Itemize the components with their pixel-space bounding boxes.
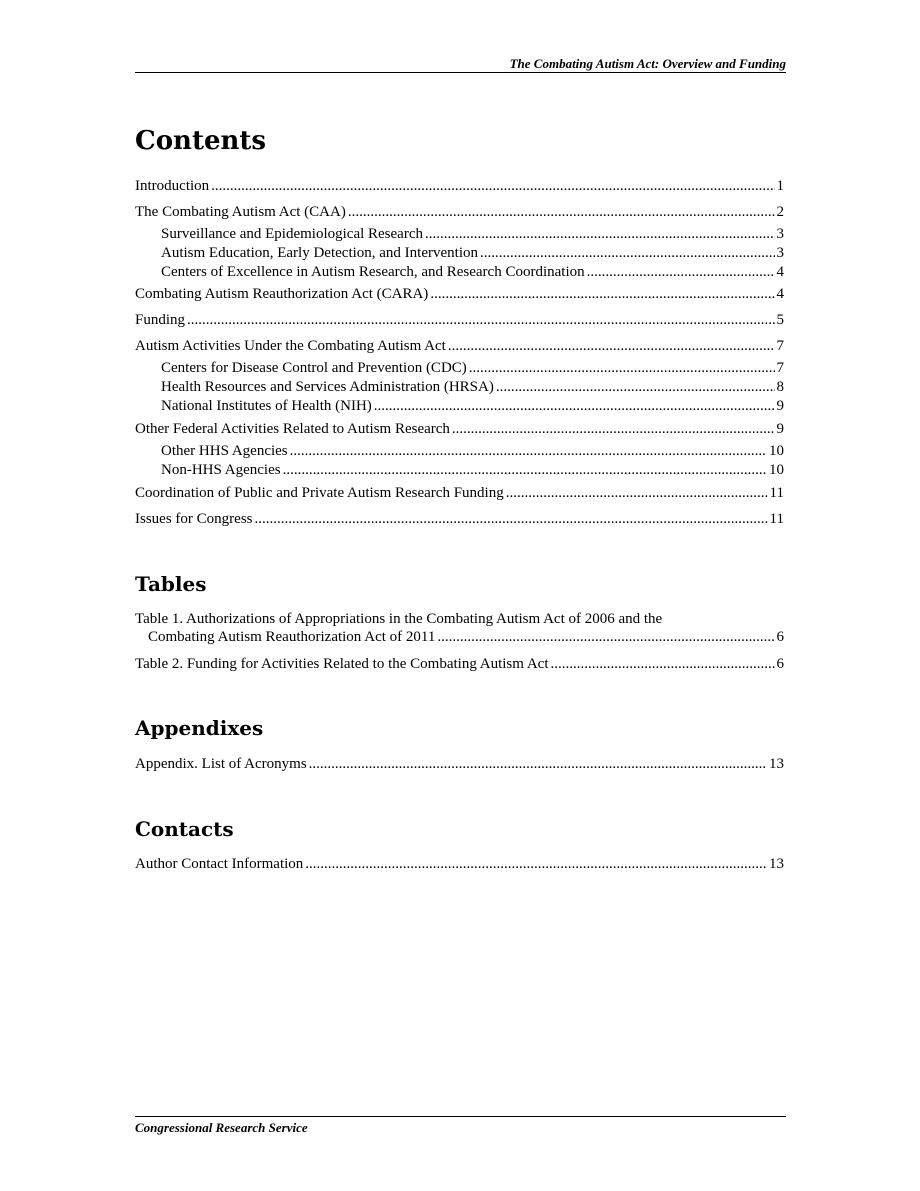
dot-leader xyxy=(496,378,775,396)
toc-entry-label: Introduction xyxy=(135,178,210,194)
toc-entry-page: 10 xyxy=(769,462,784,478)
toc-entry-education[interactable] xyxy=(161,244,784,262)
contacts-heading: Contacts xyxy=(135,817,234,841)
toc-entry-appendix[interactable] xyxy=(135,755,784,773)
dot-leader xyxy=(452,420,775,438)
toc-entry-caa[interactable] xyxy=(135,203,784,221)
toc-entry-label: Autism Activities Under the Combating Autism Act xyxy=(135,338,446,354)
dot-leader xyxy=(425,225,775,243)
toc-entry-page: 9 xyxy=(776,421,784,437)
toc-entry-page: 8 xyxy=(776,379,784,395)
dot-leader xyxy=(305,855,767,873)
toc-entry-label: Autism Education, Early Detection, and Intervention xyxy=(161,245,478,261)
toc-entry-page: 7 xyxy=(776,338,784,354)
toc-entry-page: 9 xyxy=(776,398,784,414)
toc-entry-label: Non-HHS Agencies xyxy=(161,462,281,478)
toc-entry-label: Author Contact Information xyxy=(135,856,304,872)
toc-entry-label: Other Federal Activities Related to Autism Research xyxy=(135,421,450,437)
toc-entry-label: Surveillance and Epidemiological Research xyxy=(161,226,423,242)
toc-entry-coordination[interactable] xyxy=(135,484,784,502)
toc-entry-label: The Combating Autism Act (CAA) xyxy=(135,204,346,220)
dot-leader xyxy=(437,628,774,646)
toc-entry-page: 4 xyxy=(776,286,784,302)
contents-heading: Contents xyxy=(135,126,267,156)
toc-entry-page: 6 xyxy=(776,629,784,645)
toc-entry-other-federal[interactable] xyxy=(135,420,784,438)
toc-entry-funding[interactable] xyxy=(135,311,784,329)
dot-leader xyxy=(551,655,775,673)
dot-leader xyxy=(283,461,767,479)
dot-leader xyxy=(309,755,767,773)
toc-entry-hrsa[interactable] xyxy=(161,378,784,396)
toc-entry-label-line1: Table 1. Authorizations of Appropriations in the Combating Autism Act of 2006 and the xyxy=(135,611,663,627)
toc-entry-non-hhs[interactable] xyxy=(161,461,784,479)
toc-entry-label-line2: Combating Autism Reauthorization Act of 2011 xyxy=(148,629,436,645)
dot-leader xyxy=(448,337,775,355)
dot-leader xyxy=(374,397,775,415)
toc-entry-other-hhs[interactable] xyxy=(161,442,784,460)
toc-entry-page: 3 xyxy=(776,226,784,242)
dot-leader xyxy=(587,263,775,281)
toc-entry-table-1[interactable] xyxy=(135,610,784,646)
tables-heading: Tables xyxy=(135,572,207,596)
toc-entry-centers-of-excellence[interactable] xyxy=(161,263,784,281)
toc-entry-surveillance[interactable] xyxy=(161,225,784,243)
dot-leader xyxy=(211,177,774,195)
toc-entry-label: Combating Autism Reauthorization Act (CARA) xyxy=(135,286,429,302)
appendixes-heading: Appendixes xyxy=(135,716,264,740)
header-rule xyxy=(135,72,786,73)
footer-rule xyxy=(135,1116,786,1117)
toc-entry-label: Funding xyxy=(135,312,186,328)
toc-entry-page: 11 xyxy=(769,485,784,501)
toc-entry-page: 6 xyxy=(776,656,784,672)
toc-entry-table-2[interactable] xyxy=(135,655,784,673)
dot-leader xyxy=(290,442,767,460)
dot-leader xyxy=(430,285,774,303)
dot-leader xyxy=(187,311,774,329)
running-header: The Combating Autism Act: Overview and Funding xyxy=(509,56,786,71)
toc-entry-page: 10 xyxy=(769,443,784,459)
toc-entry-nih[interactable] xyxy=(161,397,784,415)
toc-entry-page: 13 xyxy=(769,756,784,772)
toc-entry-label: Centers for Disease Control and Prevention (CDC) xyxy=(161,360,467,376)
toc-entry-page: 3 xyxy=(776,245,784,261)
toc-entry-label: Other HHS Agencies xyxy=(161,443,288,459)
toc-entry-label: Centers of Excellence in Autism Research, and Research Coordination xyxy=(161,264,585,280)
toc-entry-page: 5 xyxy=(776,312,784,328)
toc-entry-page: 1 xyxy=(776,178,784,194)
dot-leader xyxy=(506,484,768,502)
dot-leader xyxy=(469,359,775,377)
toc-entry-issues[interactable] xyxy=(135,510,784,528)
toc-entry-label: Health Resources and Services Administration (HRSA) xyxy=(161,379,494,395)
toc-entry-label: Issues for Congress xyxy=(135,511,253,527)
toc-entry-cara[interactable] xyxy=(135,285,784,303)
toc-entry-page: 4 xyxy=(776,264,784,280)
toc-entry-introduction[interactable] xyxy=(135,177,784,195)
toc-entry-page: 7 xyxy=(776,360,784,376)
toc-entry-author-contact[interactable] xyxy=(135,855,784,873)
toc-entry-label: Appendix. List of Acronyms xyxy=(135,756,307,772)
dot-leader xyxy=(255,510,768,528)
toc-entry-cdc[interactable] xyxy=(161,359,784,377)
toc-entry-label: National Institutes of Health (NIH) xyxy=(161,398,372,414)
toc-entry-label: Table 2. Funding for Activities Related to the Combating Autism Act xyxy=(135,656,549,672)
toc-entry-autism-activities[interactable] xyxy=(135,337,784,355)
footer: Congressional Research Service xyxy=(135,1120,308,1135)
toc-entry-label: Coordination of Public and Private Autism Research Funding xyxy=(135,485,504,501)
toc-entry-page: 11 xyxy=(769,511,784,527)
dot-leader xyxy=(348,203,775,221)
dot-leader xyxy=(480,244,775,262)
toc-entry-page: 13 xyxy=(769,856,784,872)
toc-entry-page: 2 xyxy=(776,204,784,220)
